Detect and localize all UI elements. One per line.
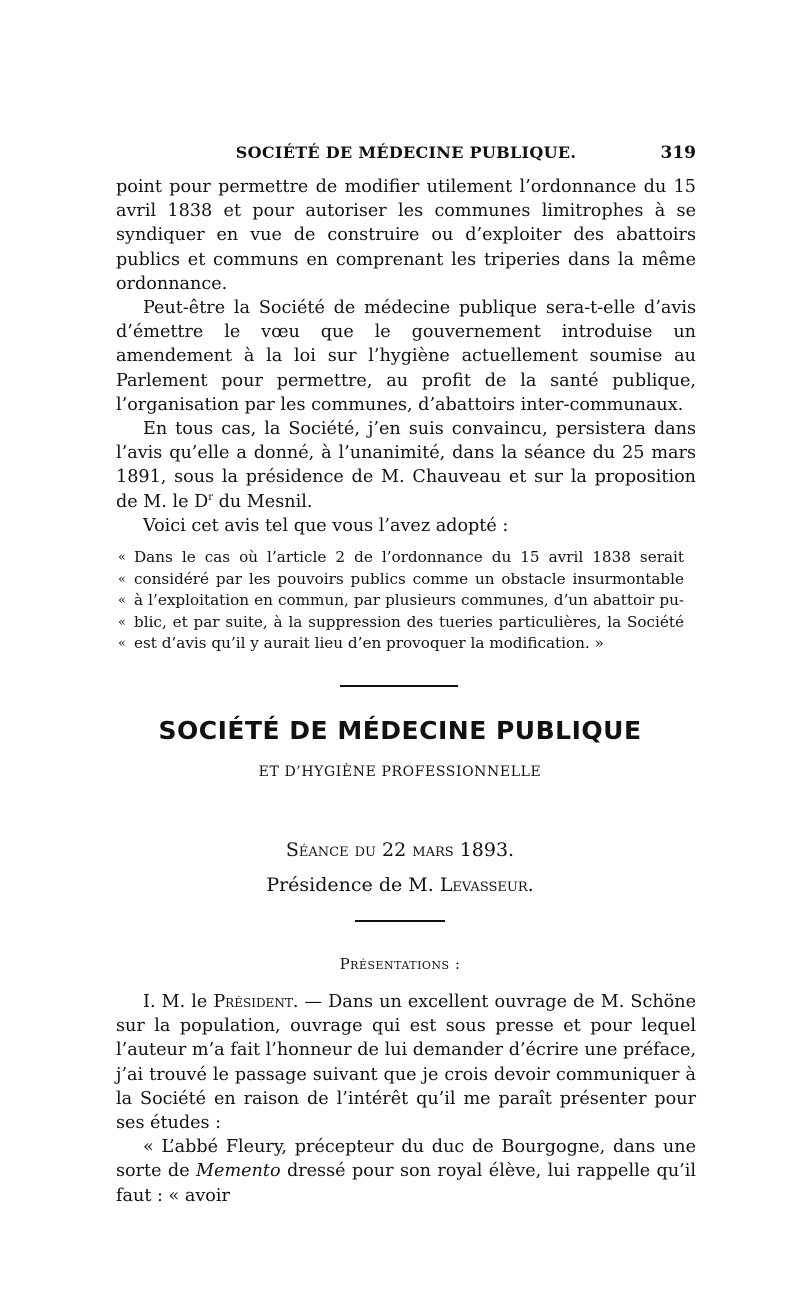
president-role: Président — [213, 992, 293, 1012]
quote-text: Dans le cas où l’article 2 de l’ordonnance du 15 avril 1838 serait — [134, 548, 684, 566]
quote-text: blic, et par suite, à la suppression des tueries particulières, la Société — [134, 612, 684, 631]
quote-line — [118, 547, 684, 569]
quote-line — [118, 633, 684, 655]
presentations-heading: Présentations : — [339, 955, 461, 973]
paragraph-text: . — Dans un excellent ouvrage de M. Schöne sur la population, ouvrage qui est sous presse et pour lequel l’auteur m’a fait l’honneur de lui demander d’écrire une préface, j’ai trouvé le passage suivant que je crois devoir communiquer à la Société en raison de l’intérêt qu’il me paraît présenter pour ses études : — [116, 992, 696, 1134]
quote-mark: « — [118, 550, 126, 565]
running-title: SOCIÉTÉ DE MÉDECINE PUBLIQUE. — [235, 143, 577, 162]
session-title: Séance du 22 mars 1893. — [285, 839, 515, 861]
quote-line — [118, 612, 684, 634]
quote-mark: « — [118, 593, 126, 609]
paragraph-text: dressé pour son royal élève, lui rappelle qu’il faut : « avoir — [116, 1161, 696, 1206]
paragraph: Voici cet avis tel que vous l’avez adopté : — [143, 515, 509, 536]
paragraph — [116, 990, 696, 1135]
quote-text: considéré par les pouvoirs publics comme un obstacle insurmontable — [134, 569, 684, 588]
presidency-prefix: Présidence de M. — [266, 874, 440, 896]
emphasis: Memento — [196, 1161, 281, 1182]
paragraph — [116, 417, 696, 514]
quote-text: est d’avis qu’il y aurait lieu d’en provoquer la modification. » — [134, 634, 604, 653]
article-body — [116, 175, 696, 538]
quote-text: à l’exploitation en commun, par plusieurs communes, d’un abattoir pu- — [134, 591, 684, 610]
quote-line — [118, 590, 684, 612]
superscript: r — [208, 491, 213, 503]
paragraph-text: « L’abbé Fleury, précepteur du duc de Bourgogne, dans une sorte de — [116, 1137, 696, 1182]
section-title: SOCIÉTÉ DE MÉDECINE PUBLIQUE — [158, 716, 642, 745]
presentation-body — [116, 990, 696, 1208]
president-name: Levasseur. — [439, 874, 534, 896]
session-divider — [355, 920, 445, 922]
running-head — [116, 143, 696, 167]
page-number: 319 — [660, 143, 696, 163]
quote-mark: « — [118, 571, 126, 587]
paragraph-text: En tous cas, la Société, j’en suis convaincu, persistera dans l’avis qu’elle a donné, à l’unanimité, dans la séance du 25 mars 1891, sous la présidence de M. Chauveau et sur la proposition de M. le D — [116, 419, 696, 512]
quote-mark: « — [118, 614, 126, 630]
paragraph-text: du Mesnil. — [213, 491, 313, 512]
presidency-line — [100, 874, 700, 896]
section-divider — [340, 685, 458, 687]
paragraph: Peut-être la Société de médecine publique sera-t-elle d’avis d’émettre le vœu que le gouvernement introduise un amendement à la loi sur l’hygiène actuellement soumise au Parlement pour permettre, au profit de la santé publique, l’organisation par les communes, d’abattoirs inter-communaux. — [116, 298, 696, 415]
item-lead: I. M. le — [143, 992, 214, 1012]
quoted-resolution — [118, 547, 684, 655]
paragraph — [116, 1135, 696, 1208]
paragraph: point pour permettre de modifier utilement l’ordonnance du 15 avril 1838 et pour autoriser les communes limitrophes à se syndiquer en vue de construire ou d’exploiter des abattoirs publics et communs en comprenant les triperies dans la même ordonnance. — [116, 177, 696, 294]
quote-line — [118, 569, 684, 591]
section-subtitle: ET D’HYGIÈNE PROFESSIONNELLE — [258, 764, 542, 780]
quote-mark: « — [118, 636, 126, 652]
